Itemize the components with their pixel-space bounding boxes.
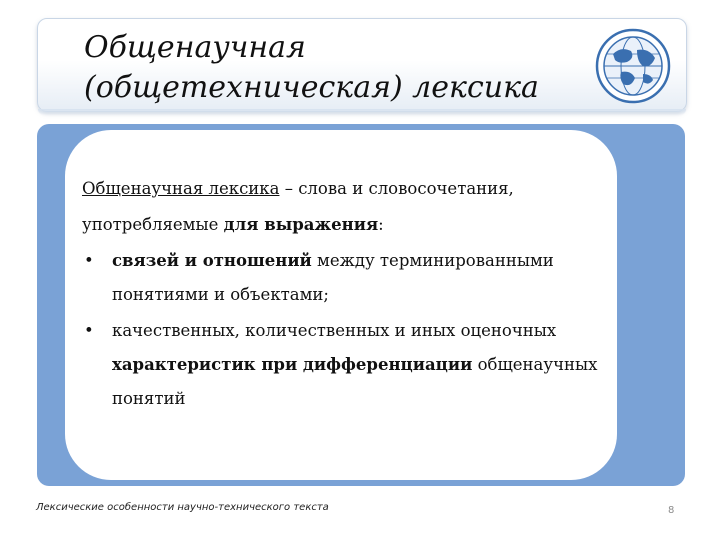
term: Общенаучная лексика bbox=[82, 179, 280, 198]
definition-line-2 bbox=[82, 208, 642, 242]
bullet1-bold: связей и отношений bbox=[112, 251, 312, 270]
bullet2-bold: характеристик при дифференциации bbox=[112, 355, 473, 374]
definition-line bbox=[82, 172, 642, 206]
bullet2-line3: понятий bbox=[112, 389, 186, 408]
bullet1-rest: между терминированными bbox=[311, 251, 554, 270]
page-number: 8 bbox=[668, 505, 675, 516]
content-text bbox=[82, 172, 642, 416]
bullet-item-1-cont bbox=[82, 278, 642, 312]
footer-text: Лексические особенности научно-технического текста bbox=[36, 502, 329, 513]
bullet-glyph-2: • bbox=[84, 321, 94, 340]
bullet2-line1: качественных, количественных и иных оценочных bbox=[112, 321, 557, 340]
bullet1-line2: понятиями и объектами; bbox=[112, 285, 329, 304]
bullet-item-2 bbox=[82, 314, 642, 348]
bullet2-rest: общенаучных bbox=[472, 355, 598, 374]
bullet-item-1 bbox=[82, 244, 642, 278]
title-line-1: Общенаучная bbox=[84, 30, 306, 65]
globe-logo-icon bbox=[591, 24, 675, 108]
line2-text: употребляемые bbox=[82, 215, 224, 234]
bullet-glyph: • bbox=[84, 251, 94, 270]
line2-bold: для выражения bbox=[223, 215, 379, 234]
definition-rest: – слова и словосочетания, bbox=[279, 179, 514, 198]
bullet-item-2-cont bbox=[82, 348, 642, 382]
line2-end: : bbox=[378, 215, 384, 234]
bullet-item-2-cont2 bbox=[82, 382, 642, 416]
slide-title bbox=[84, 28, 539, 108]
title-line-2: (общетехническая) лексика bbox=[84, 70, 539, 105]
